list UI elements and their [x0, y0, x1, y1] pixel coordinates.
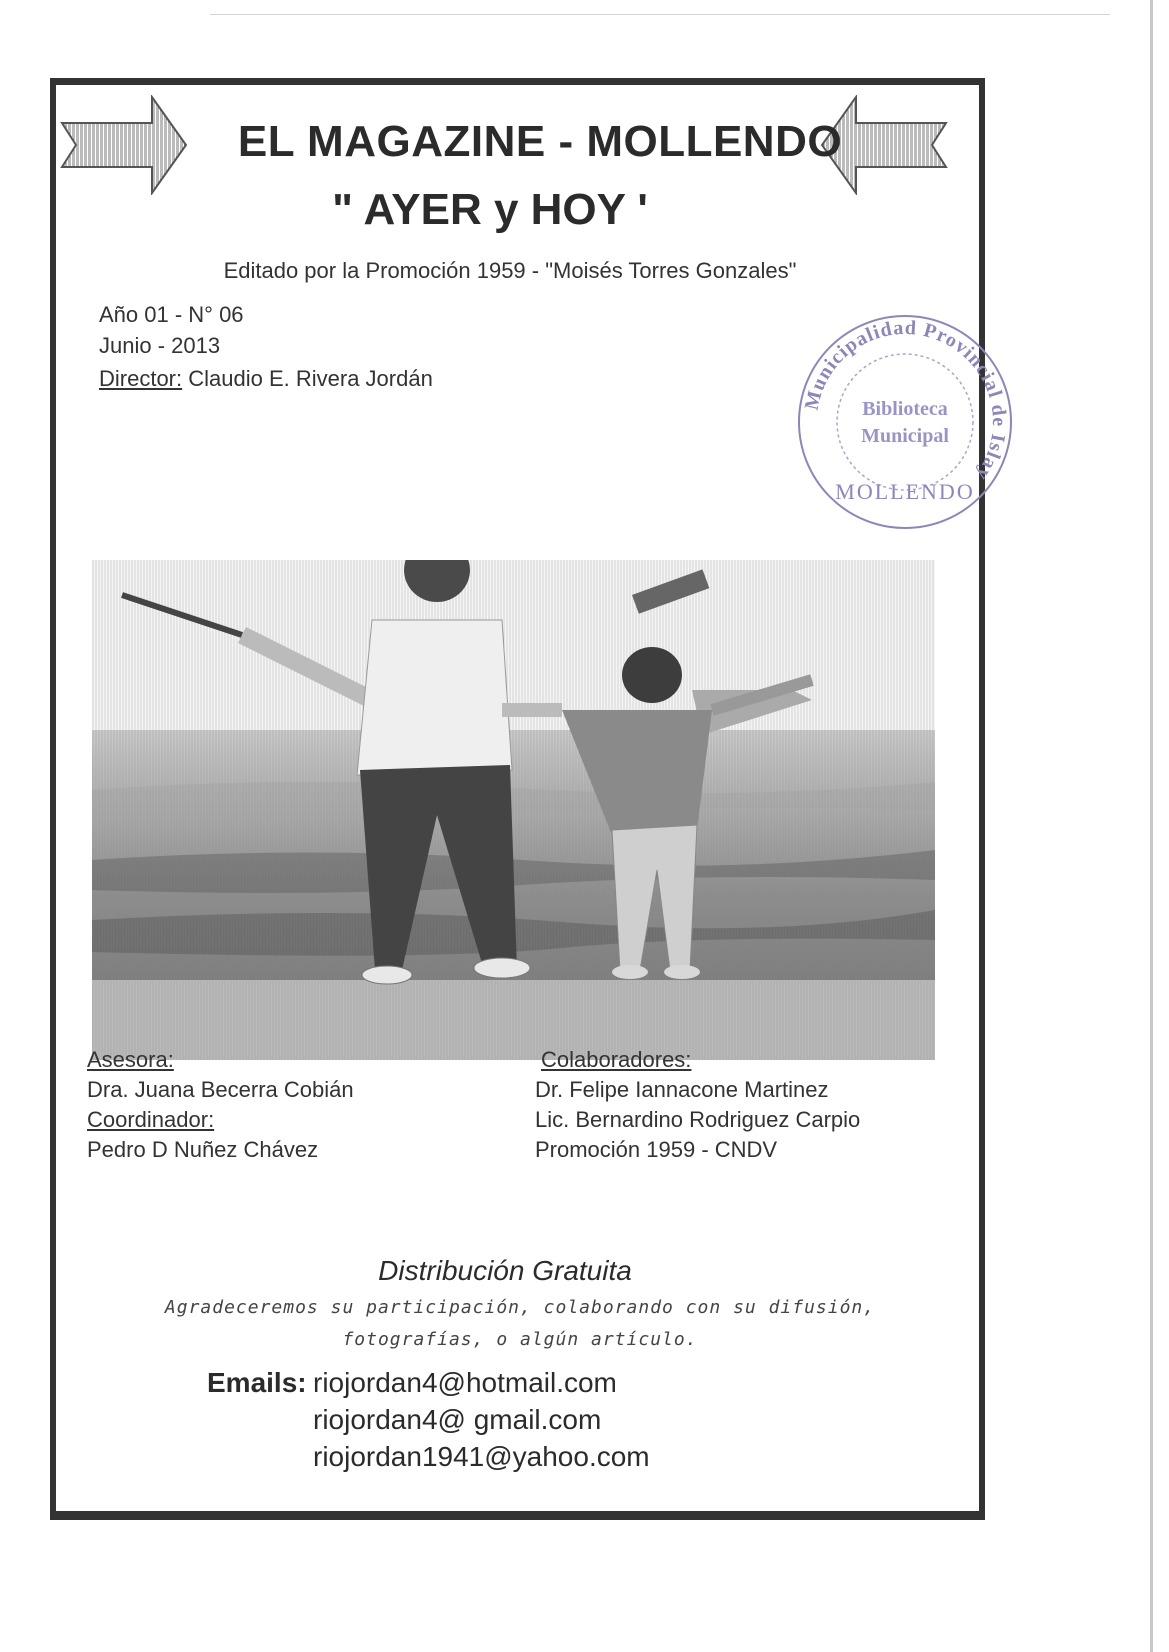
advisor-name: Dra. Juana Becerra Cobián — [87, 1077, 354, 1102]
stamp-center-line1: Biblioteca — [862, 398, 948, 420]
thanks-line-1: Agradeceremos su participación, colaborando con su difusión, — [164, 1297, 876, 1318]
credits-left — [87, 1045, 354, 1165]
credits-right — [535, 1045, 860, 1165]
collaborators-label: Colaboradores: — [541, 1047, 692, 1072]
right-arrow-icon — [60, 95, 190, 195]
stamp-ring-text: Municipalidad Provincial de Islay — [800, 316, 1011, 485]
magazine-title: EL MAGAZINE - MOLLENDO — [237, 117, 843, 166]
coordinator-label: Coordinador: — [87, 1107, 215, 1132]
coordinator-name: Pedro D Nuñez Chávez — [87, 1137, 319, 1162]
page-edge — [1150, 0, 1153, 1652]
distribution-heading: Distribución Gratuita — [378, 1255, 632, 1286]
collaborator-item: Dr. Felipe Iannacone Martinez — [535, 1077, 829, 1102]
edited-by: Editado por la Promoción 1959 - "Moisés Torres Gonzales" — [223, 258, 797, 283]
director-label: Director: — [99, 366, 183, 391]
email-gmail: riojordan4@ gmail.com — [313, 1404, 602, 1435]
thanks-line-2: fotografías, o algún artículo. — [342, 1329, 698, 1350]
cover-photo — [92, 560, 935, 1060]
email-yahoo: riojordan1941@yahoo.com — [313, 1441, 650, 1472]
collaborator-item: Lic. Bernardino Rodriguez Carpio — [535, 1107, 861, 1132]
issue-date: Junio - 2013 — [99, 333, 221, 358]
email-hotmail: riojordan4@hotmail.com — [313, 1367, 617, 1398]
library-stamp — [790, 307, 1020, 537]
director-name: Claudio E. Rivera Jordán — [182, 366, 433, 391]
issue-number: Año 01 - N° 06 — [99, 302, 244, 327]
advisor-label: Asesora: — [87, 1047, 174, 1072]
director-line — [99, 366, 433, 392]
magazine-subtitle: " AYER y HOY ' — [332, 185, 648, 234]
stamp-bottom-text: MOLLENDO — [835, 479, 975, 504]
collaborator-item: Promoción 1959 - CNDV — [535, 1137, 778, 1162]
scan-artifact-line — [210, 14, 1110, 15]
stamp-center-line2: Municipal — [861, 425, 949, 447]
emails-label: Emails: — [207, 1367, 307, 1398]
